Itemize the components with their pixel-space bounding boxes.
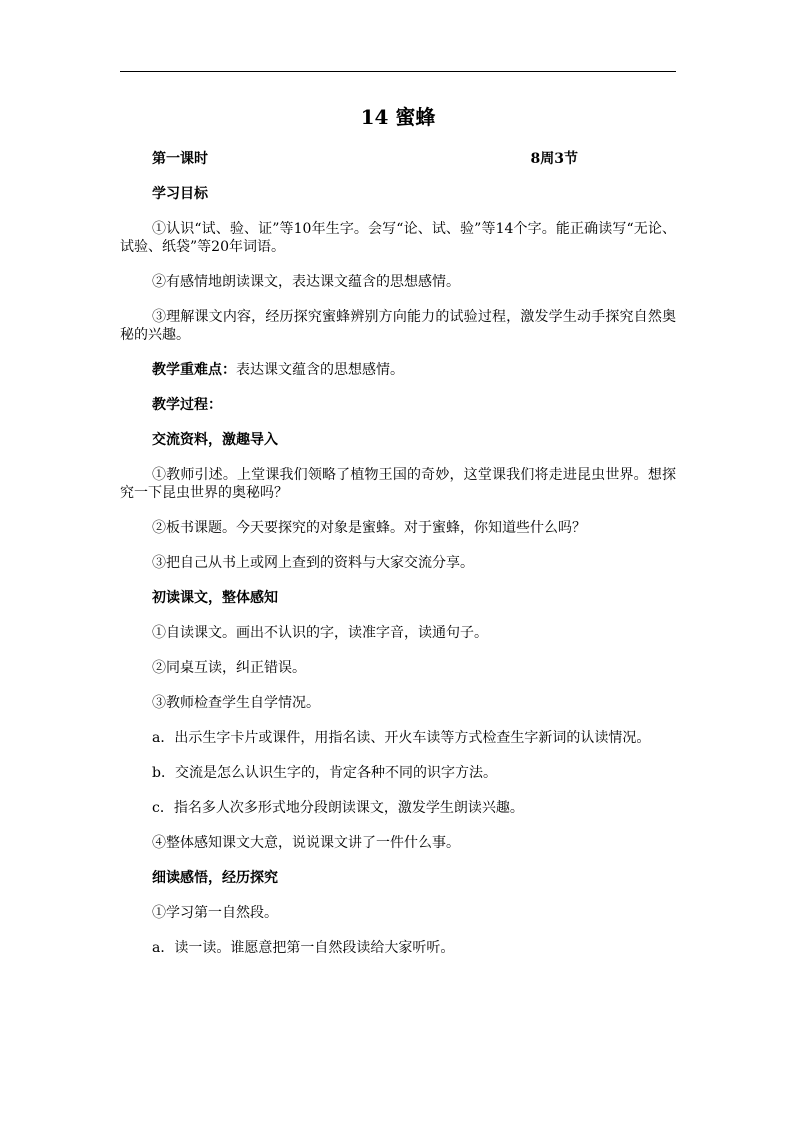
header-rule [120, 71, 676, 72]
section-1-item-1: ①教师引述。上堂课我们领略了植物王国的奇妙，这堂课我们将走进昆虫世界。想探究一下昆虫世界的奥秘吗？ [120, 467, 676, 501]
section-3-item-1: ①学习第一自然段。 [152, 905, 278, 921]
process-heading: 教学过程： [152, 397, 222, 413]
key-point-text: 表达课文蕴含的思想感情。 [236, 362, 404, 378]
goal-item-2: ②有感情地朗读课文，表达课文蕴含的思想感情。 [152, 274, 460, 290]
section-2-item-7: ④整体感知课文大意，说说课文讲了一件什么事。 [152, 835, 460, 851]
page-title: 14 蜜蜂 [360, 105, 436, 129]
key-point-label: 教学重难点： [152, 362, 236, 378]
section-1-item-3: ③把自己从书上或网上查到的资料与大家交流分享。 [152, 555, 474, 571]
section-2-item-3: ③教师检查学生自学情况。 [152, 695, 320, 711]
section-1-item-2: ②板书课题。今天要探究的对象是蜜蜂。对于蜜蜂，你知道些什么吗？ [152, 520, 586, 536]
section-3-item-2: a．读一读。谁愿意把第一自然段读给大家听听。 [152, 940, 455, 956]
section-2-item-1: ①自读课文。画出不认识的字，读准字音，读通句子。 [152, 625, 488, 641]
document-body [120, 104, 676, 974]
section-2-item-5: b．交流是怎么认识生字的，肯定各种不同的识字方法。 [152, 765, 497, 781]
goals-heading: 学习目标 [152, 186, 208, 202]
section-2-heading: 初读课文，整体感知 [152, 590, 278, 606]
section-2-item-4: a．出示生字卡片或课件，用指名读、开火车读等方式检查生字新词的认读情况。 [152, 730, 651, 746]
section-1-heading: 交流资料，激趣导入 [152, 432, 278, 448]
section-2-item-2: ②同桌互读，纠正错误。 [152, 660, 306, 676]
section-2-item-6: c．指名多人次多形式地分段朗读课文，激发学生朗读兴趣。 [152, 800, 524, 816]
key-point [120, 361, 676, 379]
lesson-label: 第一课时 [152, 151, 208, 167]
lesson-schedule: 8周3节 [530, 151, 578, 167]
goal-item-1: ①认识“试、验、证”等10年生字。会写“论、试、验”等14个字。能正确读写“无论、试验、纸袋”等20年词语。 [120, 221, 676, 255]
section-3-heading: 细读感悟，经历探究 [152, 870, 278, 886]
lesson-info-row [120, 150, 676, 168]
goal-item-3: ③理解课文内容，经历探究蜜蜂辨别方向能力的试验过程，激发学生动手探究自然奥秘的兴趣。 [120, 309, 676, 343]
